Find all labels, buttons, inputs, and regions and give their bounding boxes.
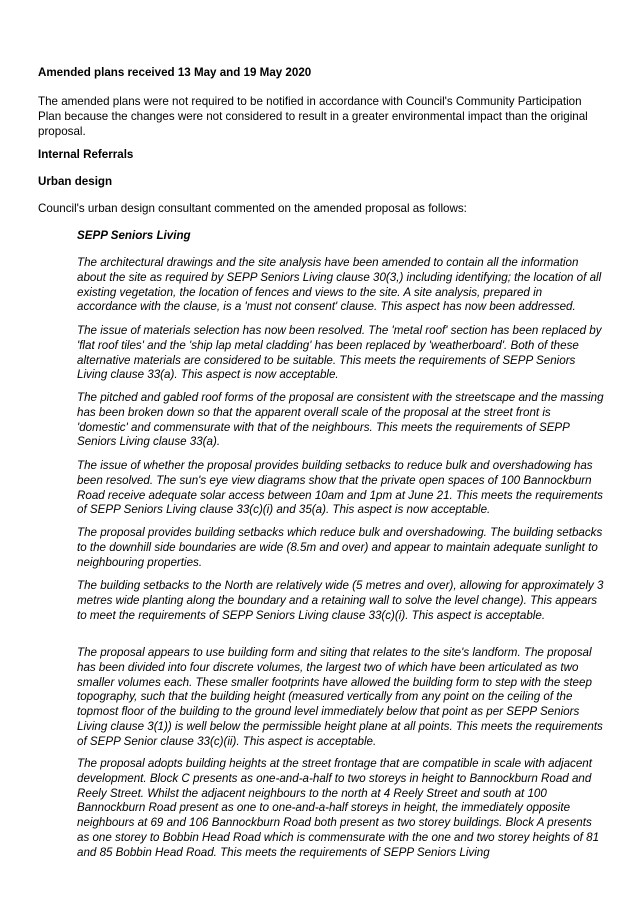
heading-urban-design: Urban design — [38, 175, 113, 188]
quote-paragraph: The proposal adopts building heights at the street frontage that are compatible in scale with adjacent development. Block C presents as one-and-a-half to two storeys in height to Bannockburn Road and Reely Street. Whilst the adjacent neighbours to the north at 4 Reely Street and south at 100 Bannockburn Road present as one to one-and-a-half storeys in height, the immediately opposite neighbours at 69 and 106 Bannockburn Road both present as two storey buildings. Block A presents as one storey to Bobbin Head Road which is commensurate with the one and two storey heights of 81 and 85 Bobbin Head Road. This meets the requirements of SEPP Seniors Living — [77, 757, 600, 859]
quote-paragraph: The proposal provides building setbacks which reduce bulk and overshadowing. The building setbacks to the downhill side boundaries are wide (8.5m and over) and appear to maintain adequate sunlight to neighbouring properties. — [77, 526, 603, 569]
quote-paragraph: The pitched and gabled roof forms of the proposal are consistent with the streetscape and the massing has been broken down so that the apparent overall scale of the proposal at the street front is 'domestic' and commensurate with that of the neighbours. This meets the requirements of SEPP Seniors Living clause 33(a). — [77, 391, 604, 449]
heading-amended-plans: Amended plans received 13 May and 19 May 2020 — [38, 66, 312, 79]
quote-paragraph: The building setbacks to the North are relatively wide (5 metres and over), allowing for approximately 3 metres wide planting along the boundary and a retaining wall to solve the level change). This appears to meet the requirements of SEPP Seniors Living clause 33(c)(i). This aspect is acceptable. — [77, 579, 604, 622]
subheading-sepp-seniors-living: SEPP Seniors Living — [77, 229, 191, 242]
heading-internal-referrals: Internal Referrals — [38, 148, 134, 161]
quote-paragraph: The architectural drawings and the site analysis have been amended to contain all the information about the site as required by SEPP Seniors Living clause 30(3,) including identifying; the location of all existing vegetation, the location of fences and views to the site. A site analysis, prepared in accordance with the clause, is a 'must not consent' clause. This aspect has now been addressed. — [77, 256, 602, 314]
paragraph-amended-plans: The amended plans were not required to be notified in accordance with Council's Community Participation Plan because the changes were not considered to result in a greater environmental impact than the original proposal. — [38, 95, 588, 138]
quote-paragraph: The proposal appears to use building form and siting that relates to the site's landform. The proposal has been divided into four discrete volumes, the largest two of which have been articulated as two smaller volumes each. These smaller footprints have allowed the building form to step with the steep topography, such that the building height (measured vertically from any point on the ceiling of the topmost floor of the building to the ground level immediately below that point as per SEPP Seniors Living clause 3(1)) is well below the permissible height plane at all points. This meets the requirements of SEPP Senior clause 33(c)(ii). This aspect is acceptable. — [77, 646, 603, 748]
quote-paragraph: The issue of materials selection has now been resolved. The 'metal roof' section has been replaced by 'flat roof tiles' and the 'ship lap metal cladding' has been replaced by 'weatherboard'. Both of these alternative materials are considered to be suitable. This meets the requirements of SEPP Seniors Living clause 33(a). This aspect is now acceptable. — [77, 324, 602, 382]
quote-paragraph: The issue of whether the proposal provides building setbacks to reduce bulk and overshadowing has been resolved. The sun's eye view diagrams show that the private open spaces of 100 Bannockburn Road receive adequate solar access between 10am and 1pm at June 21. This meets the requirements of SEPP Seniors Living clause 33(c)(i) and 35(a). This aspect is now acceptable. — [77, 459, 603, 517]
paragraph-urban-intro: Council's urban design consultant commented on the amended proposal as follows: — [38, 202, 467, 215]
